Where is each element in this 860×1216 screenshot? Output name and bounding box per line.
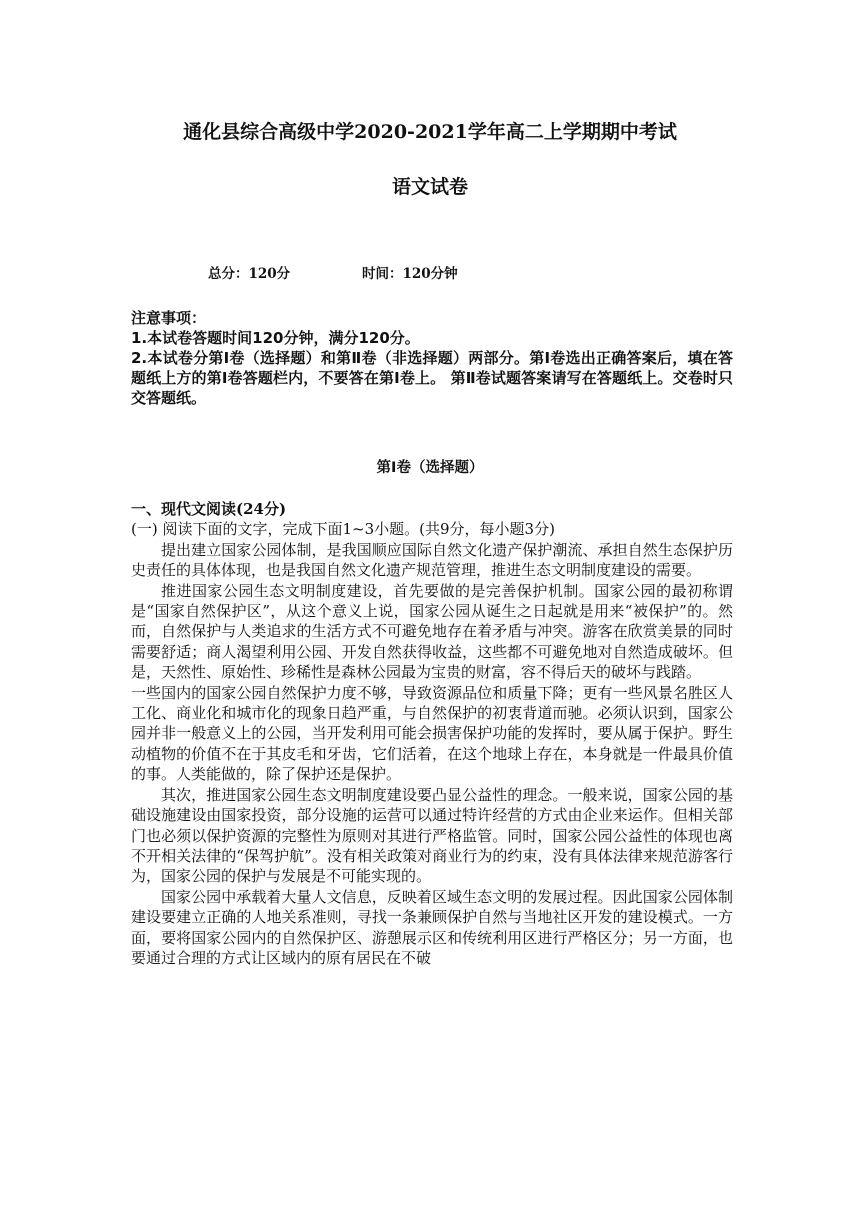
subpart-instruction: (一) 阅读下面的文字，完成下面1~3小题。(共9分，每小题3分) — [131, 520, 555, 539]
notes-item-2: 2.本试卷分第Ⅰ卷（选择题）和第Ⅱ卷（非选择题）两部分。第Ⅰ卷选出正确答案后，填在答题纸上方的第Ⅰ卷答题栏内，不要答在第Ⅰ卷上。 第Ⅱ卷试题答案请写在答题纸上。交卷时只交答题纸。 — [131, 349, 733, 407]
exam-title: 通化县综合高级中学2020-2021学年高二上学期期中考试 — [183, 121, 677, 143]
notes-block — [131, 308, 733, 408]
part-heading: 一、现代文阅读(24分) — [131, 500, 287, 518]
passage-paragraph-2: 推进国家公园生态文明制度建设，首先要做的是完善保护机制。国家公园的最初称谓是“国家自然保护区”，从这个意义上说，国家公园从诞生之日起就是用来“被保护”的。然而，自然保护与人类追求的生活方式不可避免地存在着矛盾与冲突。游客在欣赏美景的同时需要舒适；商人渴望利用公园、开发自然获得收益，这些都不可避免地对自然造成破坏。但是，天然性、原始性、珍稀性是森林公园最为宝贵的财富，容不得后天的破坏与践踏。 — [131, 581, 733, 682]
exam-time: 时间：120分钟 — [362, 266, 458, 282]
passage-paragraph-3: 一些国内的国家公园自然保护力度不够，导致资源品位和质量下降；更有一些风景名胜区人工化、商业化和城市化的现象日趋严重，与自然保护的初衷背道而驰。必须认识到，国家公园并非一般意义上的公园，当开发利用可能会损害保护功能的发挥时，要从属于保护。野生动植物的价值不在于其皮毛和牙齿，它们活着，在这个地球上存在，本身就是一件最具价值的事。人类能做的，除了保护还是保护。 — [131, 683, 733, 784]
passage-paragraph-5: 国家公园中承载着大量人文信息，反映着区域生态文明的发展过程。因此国家公园体制建设要建立正确的人地关系准则，寻找一条兼顾保护自然与当地社区开发的建设模式。一方面，要将国家公园内的自然保护区、游憩展示区和传统利用区进行严格区分；另一方面，也要通过合理的方式让区域内的原有居民在不破 — [131, 887, 733, 967]
notes-heading: 注意事项： — [131, 309, 207, 327]
notes-item-1: 1.本试卷答题时间120分钟，满分120分。 — [131, 329, 420, 347]
passage-paragraph-4: 其次，推进国家公园生态文明制度建设要凸显公益性的理念。一般来说，国家公园的基础设施建设由国家投资，部分设施的运营可以通过特许经营的方式由企业来运作。但相关部门也必须以保护资源的完整性为原则对其进行严格监管。同时，国家公园公益性的体现也离不开相关法律的“保驾护航”。没有相关政策对商业行为的约束，没有具体法律来规范游客行为，国家公园的保护与发展是不可能实现的。 — [131, 785, 733, 886]
section-title: 第Ⅰ卷（选择题） — [376, 460, 484, 476]
reading-passage — [131, 499, 733, 968]
total-score: 总分：120分 — [208, 266, 291, 282]
exam-subtitle: 语文试卷 — [391, 176, 468, 198]
passage-paragraph-1: 提出建立国家公园体制，是我国顺应国际自然文化遗产保护潮流、承担自然生态保护历史责任的具体体现，也是我国自然文化遗产规范管理，推进生态文明制度建设的需要。 — [131, 540, 733, 580]
